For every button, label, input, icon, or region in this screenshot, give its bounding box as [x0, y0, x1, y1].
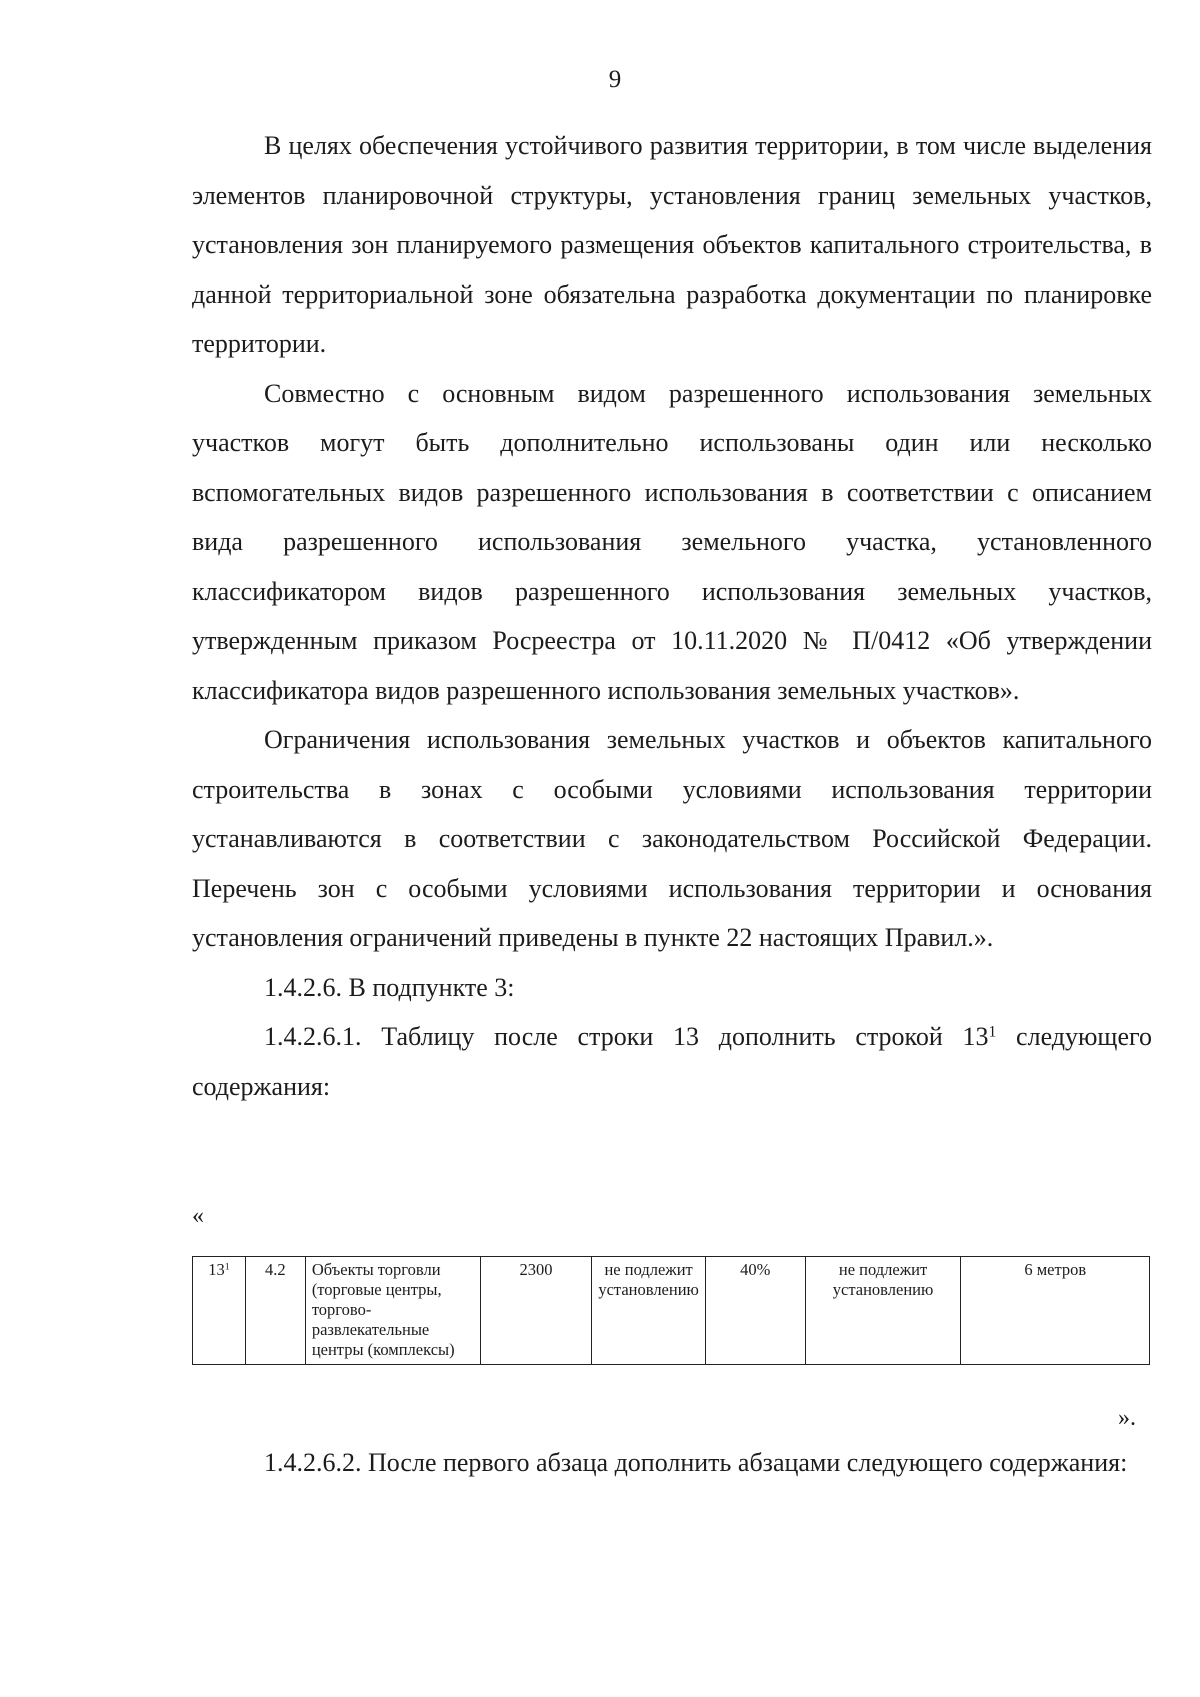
page-number: 9: [608, 66, 622, 93]
paragraph-subclause-3: 1.4.2.6. В подпункте 3:: [264, 972, 515, 1002]
paragraph-add-paragraphs: 1.4.2.6.2. После первого абзаца дополнить абзацами следующего содержания:: [264, 1448, 1128, 1477]
paragraph-use-restrictions: Ограничения использования земельных участков и объектов капитального строительства в зонах с особыми условиями использования территории устанавливаются в соответствии с законодательством Российской Федерации. Перечень зон с особыми условиями использования территории и основания установления ограничений приведены в пункте 22 настоящих Правил.».: [192, 725, 1152, 952]
document-body-continued: [192, 1438, 1152, 1488]
add-row-text-end: следующего содержания:: [192, 1022, 1152, 1101]
paragraph-planning-documentation: В целях обеспечения устойчивого развития территории, в том числе выделения элементов планировочной структуры, установления границ земельных участков, установления зон планируемого размещения объектов капитального строительства, в данной территориальной зоне обязательна разработка документации по планировке территории.: [192, 131, 1152, 358]
inserted-table-row: [192, 1256, 1150, 1365]
cell-use-name: Объекты торговли (торговые центры, торгово-развлекательные центры (комплексы): [305, 1257, 480, 1365]
paragraph-add-row: [192, 1012, 1152, 1111]
cell-row-number: $13^1$: [193, 1257, 246, 1365]
document-body: [192, 121, 1152, 1111]
add-row-superscript: 1: [988, 1023, 997, 1041]
table-row: [193, 1257, 1150, 1365]
cell-setback: 6 метров: [961, 1257, 1150, 1365]
cell-not-established-2: не подлежит установлению: [805, 1257, 961, 1365]
cell-plot-area: 2300: [480, 1257, 592, 1365]
closing-quote: ».: [1118, 1405, 1136, 1431]
cell-not-established-1: не подлежит установлению: [592, 1257, 706, 1365]
opening-quote: «: [192, 1203, 204, 1229]
paragraph-auxiliary-use: Совместно с основным видом разрешенного использования земельных участков могут быть дополнительно использованы один или несколько вспомогательных видов разрешенного использования в соответствии с описанием вида разрешенного использования земельного участка, установленного классификатором видов разрешенного использования земельных участков, утвержденным приказом Росреестра от 10.11.2020 № П/0412 «Об утверждении классификатора видов разрешенного использования земельных участков».: [192, 378, 1152, 705]
add-row-text: 1.4.2.6.1. Таблицу после строки 13 дополнить строкой 13: [264, 1022, 989, 1051]
cell-use-code: 4.2: [245, 1257, 305, 1365]
cell-percent: 40%: [705, 1257, 805, 1365]
